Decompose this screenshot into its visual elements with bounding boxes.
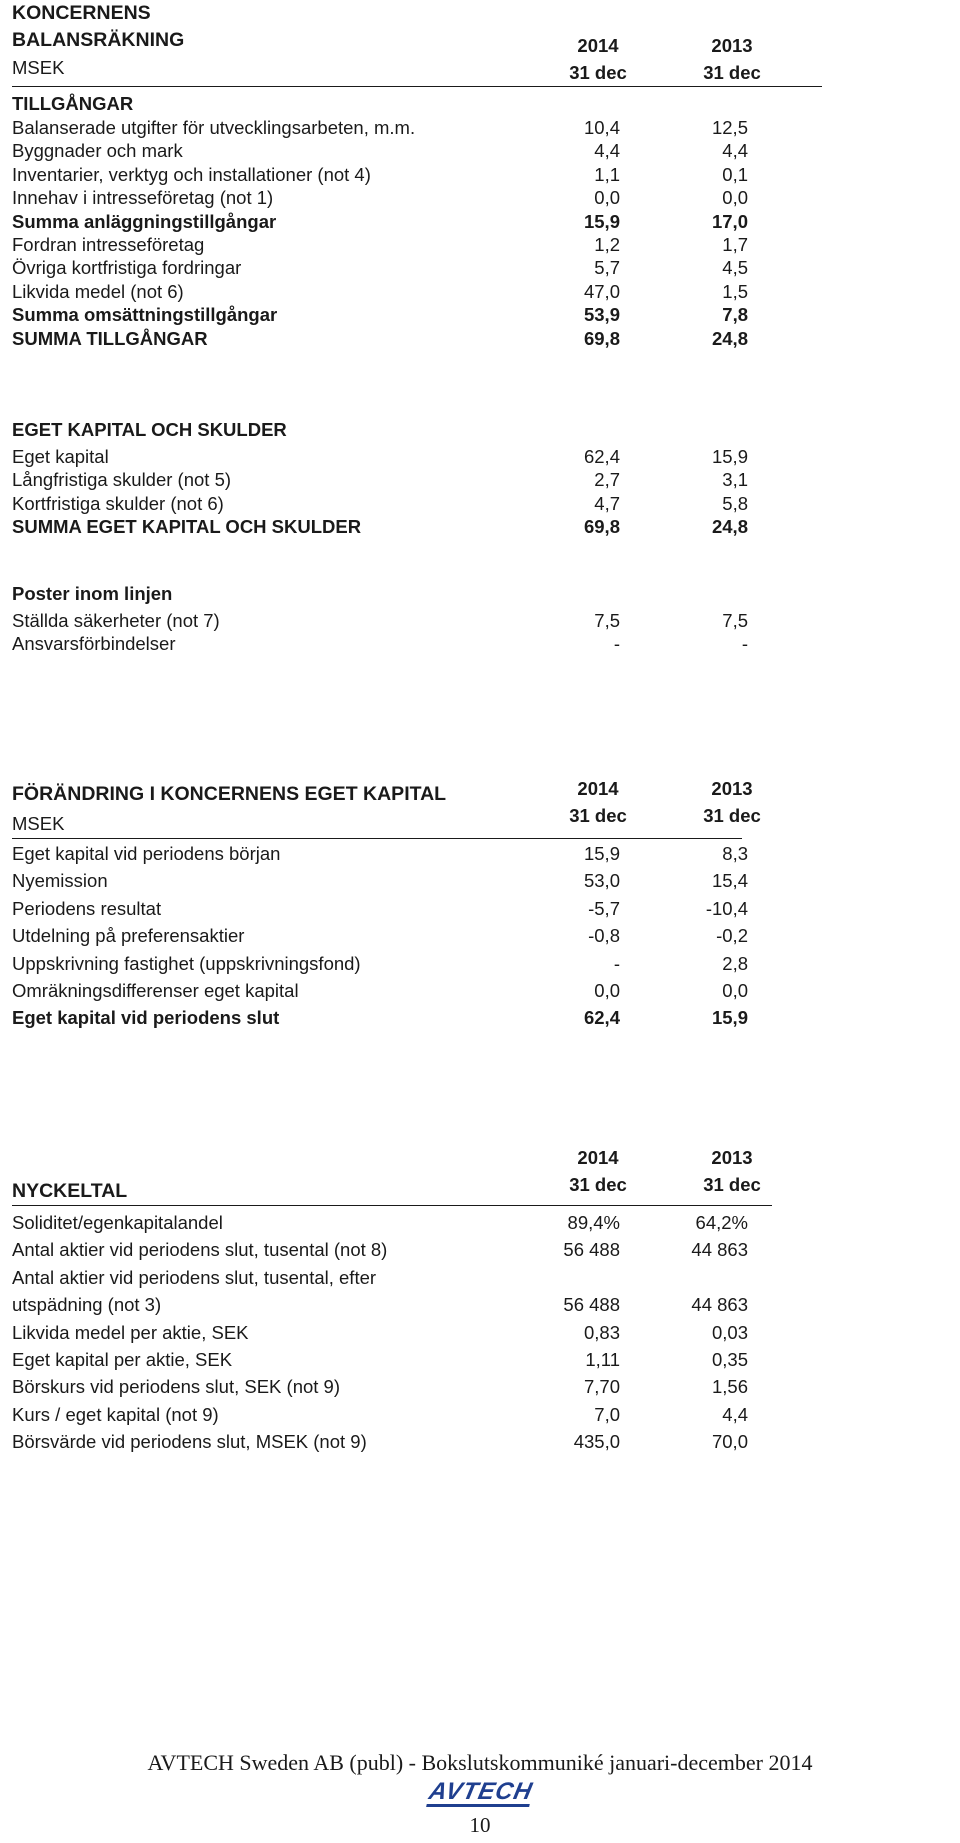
value-2014: 0,83 bbox=[583, 1321, 620, 1343]
value-2013: 8,3 bbox=[722, 843, 748, 864]
value-2014: -5,7 bbox=[588, 897, 620, 919]
row-label: Likvida medel per aktie, SEK bbox=[12, 1321, 249, 1343]
key-figures-title: NYCKELTAL bbox=[12, 1180, 128, 1202]
value-2013: 15,9 bbox=[711, 446, 748, 467]
row-label: SUMMA EGET KAPITAL OCH SKULDER bbox=[12, 516, 362, 538]
page-number: 10 bbox=[469, 1813, 491, 1837]
balance-col2-year: 2013 bbox=[711, 35, 753, 56]
row-label: Antal aktier vid periodens slut, tusental, efter bbox=[12, 1266, 377, 1288]
value-2013: 70,0 bbox=[711, 1431, 748, 1453]
balance-col2-date: 31 dec bbox=[703, 62, 761, 83]
table-row bbox=[12, 1319, 748, 1346]
row-label: Balanserade utgifter för utvecklingsarbeten, m.m. bbox=[12, 117, 416, 138]
table-row bbox=[12, 1291, 748, 1318]
key-figures-col2-date: 31 dec bbox=[703, 1174, 761, 1195]
equity-change-col1-year: 2014 bbox=[577, 778, 619, 799]
equity-change-col2-date: 31 dec bbox=[703, 805, 761, 826]
value-2013: 0,0 bbox=[722, 980, 748, 1001]
value-2014: 1,11 bbox=[585, 1349, 620, 1370]
value-2014: 2,7 bbox=[594, 469, 620, 491]
table-row bbox=[12, 630, 748, 657]
row-label: Övriga kortfristiga fordringar bbox=[12, 257, 242, 279]
table-row bbox=[12, 513, 748, 540]
value-2013: 1,56 bbox=[711, 1376, 748, 1398]
value-2014: 56 488 bbox=[563, 1294, 620, 1316]
value-2013: 12,5 bbox=[711, 117, 748, 138]
value-2013: - bbox=[741, 633, 748, 655]
table-row bbox=[12, 1209, 748, 1236]
table-row bbox=[12, 977, 748, 1004]
balance-unit: MSEK bbox=[12, 57, 65, 78]
row-label: Ansvarsförbindelser bbox=[12, 633, 176, 655]
row-label: Eget kapital vid periodens början bbox=[12, 843, 281, 864]
table-row bbox=[12, 1004, 748, 1031]
value-2013: 2,8 bbox=[722, 952, 748, 974]
table-row bbox=[12, 1236, 748, 1263]
value-2013: 4,4 bbox=[722, 1403, 748, 1425]
footer-text: AVTECH Sweden AB (publ) - Bokslutskommuniké januari-december 2014 bbox=[147, 1750, 813, 1775]
equity-change-unit: MSEK bbox=[12, 813, 65, 834]
value-2013: 64,2% bbox=[695, 1212, 748, 1233]
table-row bbox=[12, 895, 748, 922]
value-2013: 4,4 bbox=[722, 140, 748, 162]
row-label: Eget kapital vid periodens slut bbox=[12, 1007, 280, 1029]
value-2013: 0,0 bbox=[722, 187, 748, 209]
value-2014: 69,8 bbox=[583, 516, 620, 538]
key-figures-col1-year: 2014 bbox=[577, 1147, 619, 1168]
row-label: SUMMA TILLGÅNGAR bbox=[12, 327, 208, 349]
row-label: Börsvärde vid periodens slut, MSEK (not 9) bbox=[12, 1431, 367, 1453]
row-label: Innehav i intresseföretag (not 1) bbox=[12, 187, 274, 209]
equity-change-col1-date: 31 dec bbox=[569, 805, 627, 826]
key-figures-col1-date: 31 dec bbox=[569, 1174, 627, 1195]
value-2013: 3,1 bbox=[722, 469, 748, 491]
value-2014: 62,4 bbox=[583, 1007, 620, 1029]
row-label: Kortfristiga skulder (not 6) bbox=[12, 492, 224, 514]
value-2013: -0,2 bbox=[716, 925, 748, 947]
equity-change-col2-year: 2013 bbox=[711, 778, 753, 799]
value-2014: 7,5 bbox=[594, 610, 620, 631]
value-2013: 17,0 bbox=[711, 210, 748, 232]
value-2013: -10,4 bbox=[705, 897, 748, 919]
value-2013: 44 863 bbox=[691, 1239, 748, 1261]
row-label: Nyemission bbox=[12, 870, 108, 892]
value-2013: 15,4 bbox=[711, 870, 748, 892]
value-2014: 53,9 bbox=[583, 304, 620, 326]
table-row bbox=[12, 1373, 748, 1400]
value-2013: 5,8 bbox=[722, 492, 748, 514]
value-2014: 10,4 bbox=[583, 117, 620, 138]
value-2014: 7,0 bbox=[594, 1403, 620, 1425]
value-2013: 0,03 bbox=[711, 1321, 748, 1343]
avtech-logo bbox=[0, 1780, 960, 1808]
row-label: Börskurs vid periodens slut, SEK (not 9) bbox=[12, 1376, 341, 1398]
value-2013: 44 863 bbox=[691, 1294, 748, 1316]
value-2013: 1,7 bbox=[722, 234, 748, 255]
equity-change-title: FÖRÄNDRING I KONCERNENS EGET KAPITAL bbox=[12, 783, 447, 805]
value-2014: 435,0 bbox=[573, 1431, 620, 1453]
value-2013: 15,9 bbox=[711, 1007, 748, 1029]
balance-header-rule bbox=[12, 86, 822, 87]
value-2014: - bbox=[613, 952, 620, 974]
value-2014: 4,7 bbox=[594, 492, 620, 514]
key-figures-col2-year: 2013 bbox=[711, 1147, 753, 1168]
row-label: Soliditet/egenkapitalandel bbox=[12, 1212, 223, 1233]
table-row bbox=[12, 867, 748, 894]
row-label: Eget kapital per aktie, SEK bbox=[12, 1349, 233, 1370]
value-2014: 53,0 bbox=[583, 870, 620, 892]
balance-title-line1: KONCERNENS bbox=[12, 2, 151, 24]
value-2014: 1,2 bbox=[594, 234, 620, 255]
row-label: Byggnader och mark bbox=[12, 140, 183, 162]
value-2013: 0,35 bbox=[711, 1349, 748, 1370]
balance-col1-year: 2014 bbox=[577, 35, 619, 56]
value-2014: 15,9 bbox=[583, 843, 620, 864]
value-2013: 24,8 bbox=[711, 327, 748, 349]
value-2013: 4,5 bbox=[722, 257, 748, 279]
row-label: Långfristiga skulder (not 5) bbox=[12, 469, 232, 491]
value-2014: 62,4 bbox=[583, 446, 620, 467]
value-2014: 47,0 bbox=[583, 280, 620, 302]
row-label: Fordran intresseföretag bbox=[12, 234, 205, 255]
row-label: Inventarier, verktyg och installationer (not 4) bbox=[12, 163, 371, 185]
value-2014: 89,4% bbox=[567, 1212, 620, 1233]
value-2014: 56 488 bbox=[563, 1239, 620, 1261]
table-row bbox=[12, 1264, 748, 1291]
row-label: utspädning (not 3) bbox=[12, 1294, 162, 1316]
row-label: Antal aktier vid periodens slut, tusental (not 8) bbox=[12, 1239, 388, 1261]
value-2014: 4,4 bbox=[594, 140, 620, 162]
offbalance-heading: Poster inom linjen bbox=[12, 583, 173, 604]
value-2014: 7,70 bbox=[583, 1376, 620, 1398]
value-2013: 24,8 bbox=[711, 516, 748, 538]
value-2014: -0,8 bbox=[588, 925, 620, 947]
table-row bbox=[12, 325, 748, 352]
value-2014: 69,8 bbox=[583, 327, 620, 349]
avtech-logo-text: AVTECH bbox=[426, 1778, 535, 1805]
assets-heading: TILLGÅNGAR bbox=[12, 93, 134, 114]
row-label: Eget kapital bbox=[12, 446, 109, 467]
value-2013: 1,5 bbox=[722, 280, 748, 302]
table-row bbox=[12, 840, 748, 867]
balance-col1-date: 31 dec bbox=[569, 62, 627, 83]
row-label: Likvida medel (not 6) bbox=[12, 280, 184, 302]
row-label: Utdelning på preferensaktier bbox=[12, 925, 245, 947]
row-label: Summa anläggningstillgångar bbox=[12, 210, 277, 232]
row-label: Uppskrivning fastighet (uppskrivningsfond) bbox=[12, 952, 361, 974]
table-row bbox=[12, 922, 748, 949]
value-2014: 0,0 bbox=[594, 187, 620, 209]
value-2014: 1,1 bbox=[594, 163, 620, 185]
table-row bbox=[12, 1428, 748, 1455]
table-row bbox=[12, 950, 748, 977]
table-row bbox=[12, 1401, 748, 1428]
equity-heading: EGET KAPITAL OCH SKULDER bbox=[12, 419, 287, 440]
row-label: Periodens resultat bbox=[12, 897, 162, 919]
value-2013: 7,5 bbox=[722, 610, 748, 631]
row-label: Ställda säkerheter (not 7) bbox=[12, 610, 220, 631]
value-2014: 0,0 bbox=[594, 980, 620, 1001]
table-row bbox=[12, 1346, 748, 1373]
value-2014: 15,9 bbox=[583, 210, 620, 232]
row-label: Kurs / eget kapital (not 9) bbox=[12, 1403, 219, 1425]
row-label: Summa omsättningstillgångar bbox=[12, 304, 278, 326]
balance-title-line2: BALANSRÄKNING bbox=[12, 29, 185, 51]
equity-change-header-rule bbox=[12, 838, 742, 839]
value-2014: - bbox=[613, 633, 620, 655]
key-figures-header-rule bbox=[12, 1205, 772, 1206]
value-2013: 0,1 bbox=[722, 163, 748, 185]
value-2013: 7,8 bbox=[722, 304, 748, 326]
row-label: Omräkningsdifferenser eget kapital bbox=[12, 980, 299, 1001]
value-2014: 5,7 bbox=[594, 257, 620, 279]
